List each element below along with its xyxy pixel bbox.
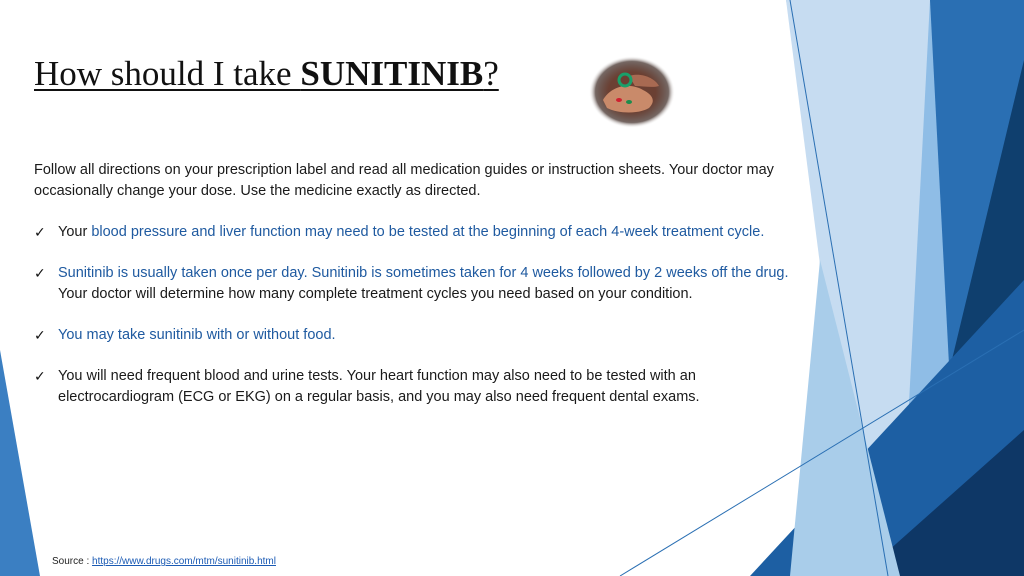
hand-with-pills-image xyxy=(589,56,675,128)
source-citation xyxy=(52,556,276,567)
list-item xyxy=(34,366,809,408)
bullet-text-plain: You will need frequent blood and urine tests. Your heart function may also need to be tested with an electrocardiogram (ECG or EKG) on a regular basis, and you may also need frequent dental exams. xyxy=(58,368,700,405)
checkmark-icon: ✓ xyxy=(34,265,46,281)
checkmark-icon: ✓ xyxy=(34,368,46,384)
title-prefix: How should I take xyxy=(34,54,301,93)
title-drug-name: SUNITINIB xyxy=(300,54,484,93)
list-item xyxy=(34,222,809,243)
bullet-text-plain: Your xyxy=(58,224,92,240)
title-suffix: ? xyxy=(483,54,499,93)
instruction-list xyxy=(34,222,809,408)
checkmark-icon: ✓ xyxy=(34,327,46,343)
checkmark-icon: ✓ xyxy=(34,224,46,240)
page-title xyxy=(34,54,499,94)
bullet-text-highlight: blood pressure and liver function may need to be tested at the beginning of each 4-week treatment cycle. xyxy=(91,224,765,240)
bullet-text-highlight: Sunitinib is usually taken once per day. Sunitinib is sometimes taken for 4 weeks followed by 2 weeks off the drug. xyxy=(58,265,789,281)
source-label: Source : xyxy=(52,556,93,567)
content-body xyxy=(34,160,809,428)
list-item xyxy=(34,325,809,346)
list-item xyxy=(34,263,809,305)
intro-paragraph: Follow all directions on your prescription label and read all medication guides or instruction sheets. Your doctor may occasionally change your dose. Use the medicine exactly as directed. xyxy=(34,162,774,199)
bullet-text-highlight: You may take sunitinib with or without food. xyxy=(58,327,336,343)
bullet-text-plain-end: Your doctor will determine how many complete treatment cycles you need based on your condition. xyxy=(58,286,693,302)
source-link[interactable]: https://www.drugs.com/mtm/sunitinib.html xyxy=(92,556,276,567)
